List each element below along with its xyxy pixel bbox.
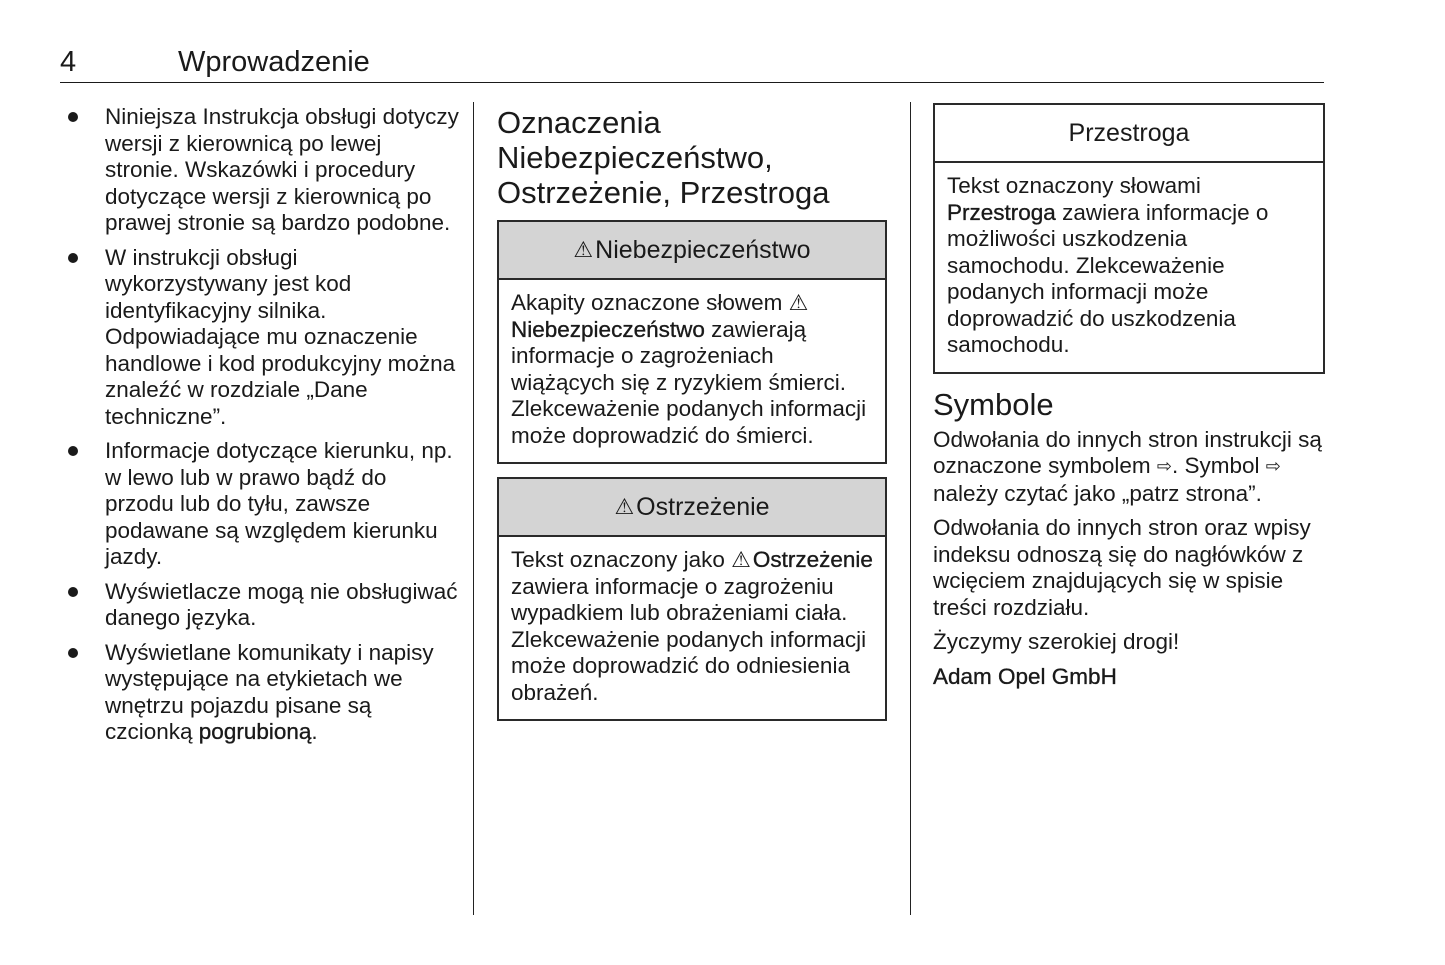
caution-box (933, 103, 1325, 374)
greeting: Życzymy szerokiej drogi! (933, 629, 1180, 654)
list-item: Informacje dotyczące kierunku, np. w lewo lub w prawo bądź do przodu lub do tyłu, zawsze podawane są względem kierunku jazdy. (60, 438, 460, 571)
danger-box-header (499, 222, 885, 280)
bullet-icon (68, 446, 78, 456)
bold-text: pogrubioną (198, 719, 312, 744)
list-item: Wyświetlacze mogą nie obsługiwać danego języka. (60, 579, 460, 632)
bullet-icon (68, 112, 78, 122)
list-item: Niniejsza Instrukcja obsługi dotyczy wersji z kierownicą po lewej stronie. Wskazówki i procedury dotyczące wersji z kierownicą po prawej stronie są bardzo podobne. (60, 104, 460, 237)
caution-box-body: Tekst oznaczony słowami Przestroga zawiera informacje o możliwości uszkodzenia samochodu. Zlekceważenie podanych informacji może doprowadzić do uszkodzenia samochodu. (947, 173, 1269, 357)
signature: Adam Opel GmbH (933, 663, 1117, 689)
section-title: Oznaczenia Niebezpieczeństwo, Ostrzeżenie, Przestroga (497, 105, 830, 210)
warning-triangle-icon: ⚠ (614, 494, 635, 519)
list-item: W instrukcji obsługi wykorzystywany jest kod identyfikacyjny silnika. Odpowiadające mu oznaczenie handlowe i kod produkcyjny można znaleźć w rozdziale „Dane techniczne”. (60, 245, 460, 431)
page-reference-arrow-icon: ⇨ (1156, 456, 1172, 476)
list-item: Wyświetlane komunikaty i napisy występujące na etykietach we wnętrzu pojazdu pisane są czcionką pogrubioną. (60, 640, 460, 746)
page-reference-arrow-icon: ⇨ (1265, 456, 1281, 476)
page-number: 4 (60, 46, 77, 78)
caution-box-title: Przestroga (1068, 118, 1190, 147)
warning-triangle-icon: ⚠ (731, 547, 751, 572)
bullet-icon (68, 587, 78, 597)
warning-triangle-icon: ⚠ (788, 290, 809, 315)
danger-box-body: Akapity oznaczone słowem ⚠Niebezpieczeństwo zawierają informacje o zagrożeniach wiążących się z ryzykiem śmierci. Zlekceważenie podanych informacji może doprowadzić do śmierci. (511, 290, 867, 448)
chapter-title: Wprowadzenie (178, 46, 370, 78)
bullet-icon (68, 253, 78, 263)
warning-box-title: Ostrzeżenie (636, 492, 770, 521)
bullet-list (60, 104, 460, 746)
symbols-title: Symbole (933, 386, 1054, 422)
right-column (933, 103, 1325, 698)
bold-text: Niebezpieczeństwo (511, 316, 705, 342)
column-divider-left (473, 102, 474, 915)
bullet-icon (68, 648, 78, 658)
bold-text: Przestroga (947, 199, 1056, 225)
middle-column (497, 100, 887, 734)
index-paragraph: Odwołania do innych stron oraz wpisy indeksu odnoszą się do nagłówków z wcięciem znajdujących się w spisie treści rozdziału. (933, 515, 1311, 620)
danger-box-title: Niebezpieczeństwo (595, 235, 811, 264)
warning-box-body: Tekst oznaczony jako ⚠Ostrzeżenie zawiera informacje o zagrożeniu wypadkiem lub obrażeniami ciała. Zlekceważenie podanych informacji może doprowadzić do odniesienia obrażeń. (511, 547, 873, 705)
page-header (60, 44, 1324, 83)
warning-box (497, 477, 887, 721)
left-column (60, 100, 460, 754)
caution-box-header (935, 105, 1323, 163)
warning-box-header (499, 479, 885, 537)
bold-text: Ostrzeżenie (752, 547, 873, 572)
danger-box (497, 220, 887, 464)
symbols-paragraph: Odwołania do innych stron instrukcji są oznaczone symbolem ⇨. Symbol ⇨ należy czytać jako „patrz strona”. (933, 426, 1322, 506)
warning-triangle-icon: ⚠ (573, 237, 594, 262)
column-divider-right (910, 102, 911, 915)
